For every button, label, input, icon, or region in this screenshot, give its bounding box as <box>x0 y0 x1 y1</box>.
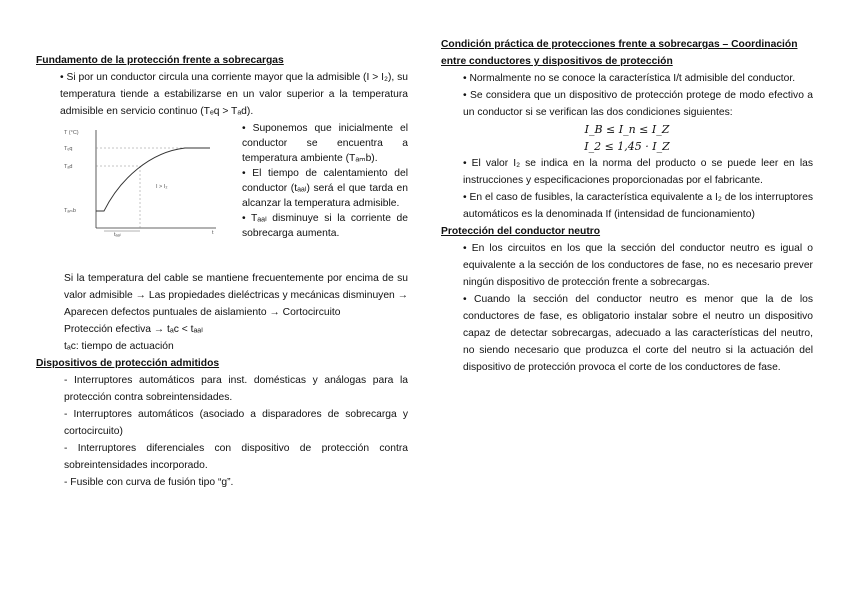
y-tick-amb: Tₐₘb <box>64 208 76 214</box>
bullet-neutro-menor: • Cuando la sección del conductor neutro es menor que la de los conductores de fase, es obligatorio instalar sobre el neutro un dispositivo capaz de detectar sobrecargas, adecuado a las características del neutro, no siendo necesario que produzca el corte del neutro si la actuación del dispositivo de protección provoca el corte de los conductores de fase. <box>463 294 813 373</box>
device-item: - Interruptores automáticos para inst. domésticas y análogas para la protección contra sobreintensidades. <box>64 375 408 403</box>
y-tick-eq: Tₑq <box>64 146 73 152</box>
tiempo-actuacion: tₐc: tiempo de actuación <box>64 341 174 352</box>
formula-ib-in-iz: I_B ≤ I_n ≤ I_Z <box>584 123 670 136</box>
paragraph-sobrecarga: Si la temperatura del cable se mantiene frecuentemente por encima de su valor admisible → Las propiedades dieléctricas y mecánicas disminuyen → Aparecen defectos puntuales de aislamiento → Cortocircuito <box>64 273 408 318</box>
y-axis-label: T (°C) <box>64 130 79 136</box>
heading-condicion-practica: Condición práctica de protecciones frente a sobrecargas – Coordinación entre conductores y dispositivos de protección <box>441 39 798 67</box>
right-column <box>441 0 813 376</box>
bullet-fusibles: • En el caso de fusibles, la característica equivalente a I₂ de los interruptores automáticos es la denominada If (intensidad de funcionamiento) <box>463 192 813 220</box>
side-bullet-ambiente: • Suponemos que inicialmente el conductor se encuentra a temperatura ambiente (Tₐₘb). <box>242 123 408 164</box>
device-item: - Fusible con curva de fusión tipo “g”. <box>64 477 234 488</box>
bullet-neutro-igual: • En los circuitos en los que la sección del conductor neutro es igual o equivalente a la sección de los conductores de fase, no es necesario prever ningún dispositivo de protección frente a sobrecargas. <box>463 243 813 288</box>
device-item: - Interruptores automáticos (asociado a disparadores de sobrecarga y cortocircuito) <box>64 409 408 437</box>
side-bullet-calentamiento: • El tiempo de calentamiento del conductor (tₐₐₗ) será el que tarda en alcanzar la temperatura admisible. <box>242 168 408 209</box>
device-item: - Interruptores diferenciales con dispositivo de protección contra sobreintensidades incorporado. <box>64 443 408 471</box>
heading-fundamento: Fundamento de la protección frente a sobrecargas <box>36 55 284 66</box>
formula-i2-iz: I_2 ≤ 1,45 · I_Z <box>584 140 670 153</box>
y-tick-ad: Tₐd <box>64 164 73 170</box>
left-column <box>36 0 408 120</box>
proteccion-efectiva: Protección efectiva → tₐc < tₐₐₗ <box>64 324 203 335</box>
bullet-caracteristica: • Normalmente no se conoce la característica I/t admisible del conductor. <box>463 73 796 84</box>
bullet-condiciones: • Se considera que un dispositivo de protección protege de modo efectivo a un conductor si se verifican las dos condiciones siguientes: <box>463 90 813 118</box>
heading-dispositivos: Dispositivos de protección admitidos <box>36 358 220 369</box>
x-axis-label: t <box>212 230 214 236</box>
left-column-lower <box>36 270 408 491</box>
temperature-curve-figure <box>60 124 252 242</box>
bullet-corriente-mayor: • Si por un conductor circula una corriente mayor que la admisible (I > I₂), su temperatura tiende a estabilizarse en un valor superior a la temperatura admisible en servicio continuo (Tₑq > Tₐd). <box>60 72 408 117</box>
bullet-valor-i2: • El valor I₂ se indica en la norma del producto o se puede leer en las instrucciones y especificaciones proporcionadas por el fabricante. <box>463 158 813 186</box>
interval-label: tₐₐₗ <box>114 232 121 238</box>
heating-curve <box>96 148 210 211</box>
curve-label: I > I₂ <box>156 184 168 190</box>
heading-neutro: Protección del conductor neutro <box>441 226 601 237</box>
side-notes <box>242 121 408 241</box>
side-bullet-disminuye: • Tₐₐₗ disminuye si la corriente de sobrecarga aumenta. <box>242 213 408 239</box>
